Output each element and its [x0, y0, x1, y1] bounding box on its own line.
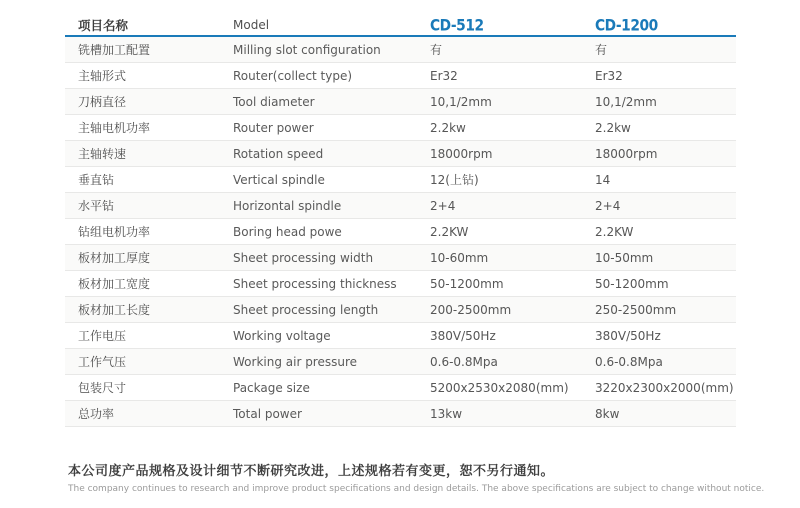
row-label-en: Rotation speed	[233, 146, 324, 161]
table-row	[65, 297, 736, 323]
row-value-cd1200: 10-50mm	[595, 250, 654, 265]
row-label-cn: 板材加工宽度	[78, 277, 151, 291]
row-label-en: Vertical spindle	[233, 172, 325, 187]
row-label-en: Horizontal spindle	[233, 198, 342, 213]
row-value-cd1200: 2+4	[595, 198, 621, 213]
row-value-cd512: 10,1/2mm	[430, 94, 492, 109]
table-row	[65, 193, 736, 219]
row-label-en: Boring head powe	[233, 224, 342, 239]
row-label-en: Package size	[233, 380, 310, 395]
row-value-cd512: 5200x2530x2080(mm)	[430, 380, 569, 395]
row-value-cd1200: 8kw	[595, 406, 620, 421]
row-value-cd512: 380V/50Hz	[430, 328, 496, 343]
row-label-en: Working air pressure	[233, 354, 358, 369]
table-body	[65, 37, 736, 427]
disclaimer-text-cn: 本公司度产品规格及设计细节不断研究改进，上述规格若有变更，恕不另行通知。	[68, 464, 555, 479]
header-item-name: 项目名称	[78, 17, 129, 33]
row-value-cd512: 2.2kw	[430, 120, 466, 135]
table-row	[65, 37, 736, 63]
row-value-cd1200: Er32	[595, 68, 623, 83]
row-value-cd512: 10-60mm	[430, 250, 489, 265]
row-value-cd512: 50-1200mm	[430, 276, 504, 291]
row-label-cn: 包装尺寸	[78, 381, 127, 395]
table-row	[65, 401, 736, 427]
row-label-cn: 板材加工长度	[78, 303, 151, 317]
row-label-cn: 总功率	[78, 407, 115, 421]
row-value-cd1200: 0.6-0.8Mpa	[595, 354, 663, 369]
row-value-cd1200: 14	[595, 172, 611, 187]
row-value-cd512: 18000rpm	[430, 146, 493, 161]
row-label-cn: 钻组电机功率	[78, 225, 151, 239]
row-label-en: Working voltage	[233, 328, 331, 343]
row-value-cd512: 0.6-0.8Mpa	[430, 354, 498, 369]
table-row	[65, 271, 736, 297]
row-label-en: Sheet processing length	[233, 302, 379, 317]
table-row	[65, 219, 736, 245]
table-row	[65, 245, 736, 271]
row-value-cd1200: 18000rpm	[595, 146, 658, 161]
disclaimer-footer	[68, 460, 768, 494]
row-label-cn: 工作电压	[78, 329, 127, 343]
row-label-en: Sheet processing width	[233, 250, 374, 265]
row-value-cd1200: 2.2KW	[595, 224, 634, 239]
row-value-cd512: 12(上钻)	[430, 173, 479, 187]
row-label-cn: 主轴电机功率	[78, 121, 151, 135]
header-model-label: Model	[233, 17, 270, 32]
row-label-en: Tool diameter	[233, 94, 315, 109]
header-model-cd1200: CD-1200	[595, 14, 658, 35]
row-value-cd1200: 有	[595, 43, 608, 57]
table-row	[65, 89, 736, 115]
row-label-en: Router power	[233, 120, 314, 135]
spec-table	[65, 14, 736, 427]
table-header-row	[65, 14, 736, 37]
row-label-cn: 主轴转速	[78, 147, 127, 161]
disclaimer-text-en: The company continues to research and improve product specifications and design details. The above specifications are subject to change without notice.	[68, 484, 765, 494]
row-value-cd512: 2.2KW	[430, 224, 469, 239]
table-row	[65, 167, 736, 193]
row-label-cn: 刀柄直径	[78, 95, 127, 109]
table-row	[65, 115, 736, 141]
row-value-cd512: 有	[430, 43, 443, 57]
row-value-cd512: 2+4	[430, 198, 456, 213]
row-label-cn: 板材加工厚度	[78, 251, 151, 265]
row-value-cd1200: 2.2kw	[595, 120, 631, 135]
header-model-cd512: CD-512	[430, 14, 484, 35]
row-label-cn: 工作气压	[78, 355, 127, 369]
table-row	[65, 375, 736, 401]
row-label-cn: 水平钻	[78, 199, 115, 213]
row-label-en: Sheet processing thickness	[233, 276, 397, 291]
row-value-cd1200: 50-1200mm	[595, 276, 669, 291]
table-row	[65, 323, 736, 349]
row-value-cd1200: 380V/50Hz	[595, 328, 661, 343]
table-row	[65, 349, 736, 375]
row-value-cd1200: 3220x2300x2000(mm)	[595, 380, 734, 395]
row-label-cn: 铣槽加工配置	[78, 43, 151, 57]
row-label-en: Milling slot configuration	[233, 42, 381, 57]
row-value-cd1200: 10,1/2mm	[595, 94, 657, 109]
row-label-en: Total power	[233, 406, 302, 421]
table-row	[65, 141, 736, 167]
table-row	[65, 63, 736, 89]
row-label-en: Router(collect type)	[233, 68, 353, 83]
row-value-cd512: 13kw	[430, 406, 463, 421]
row-value-cd1200: 250-2500mm	[595, 302, 677, 317]
row-label-cn: 垂直钻	[78, 173, 115, 187]
row-label-cn: 主轴形式	[78, 69, 127, 83]
row-value-cd512: 200-2500mm	[430, 302, 512, 317]
row-value-cd512: Er32	[430, 68, 458, 83]
